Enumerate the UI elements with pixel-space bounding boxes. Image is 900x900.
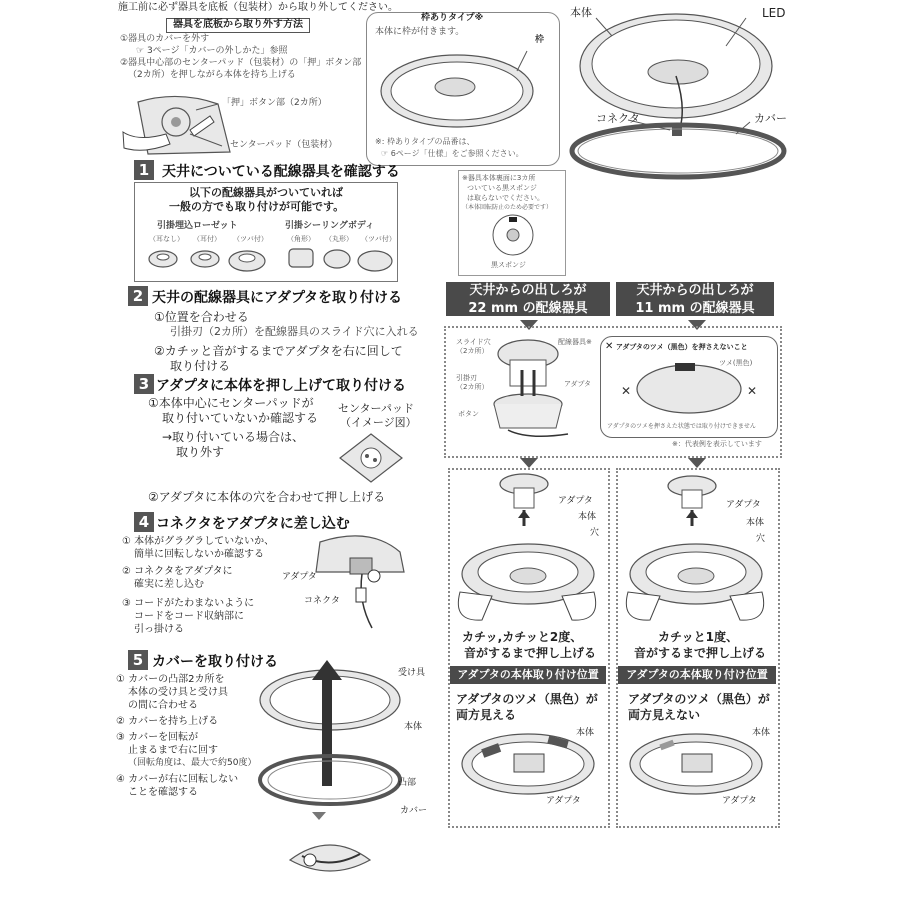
frame-note2	[381, 149, 524, 159]
warning-callout	[600, 336, 778, 438]
frame-note2-text: 6ページ「仕様」をご参照ください。	[390, 149, 524, 158]
step1-title: 天井についている配線器具を確認する	[162, 164, 400, 180]
sponge-note-l4: （本体回転防止のため必要です）	[462, 204, 553, 211]
down-arrow-icon	[312, 812, 326, 820]
remove-box-title: 器具を底板から取り外す方法	[166, 18, 310, 33]
part-cover-label: カバー	[754, 112, 787, 125]
step5-receiver-label: 受け具	[398, 668, 426, 678]
step5-convex-label: 凸部	[398, 778, 417, 788]
type-label: （耳付）	[193, 235, 221, 243]
callout-push: 「押」ボタン部（2カ所）	[222, 98, 327, 108]
step3-s2: ②アダプタに本体の穴を合わせて押し上げる	[148, 490, 386, 504]
header-22mm-l2: 22 mm の配線器具	[468, 301, 588, 316]
wiring-device-label: 配線器具※	[558, 338, 592, 346]
col11-adapter2-label: アダプタ	[722, 796, 757, 806]
remove-step2b: （2カ所）を押しながら本体を持ち上げる	[128, 70, 296, 80]
col22-adapter-label: アダプタ	[558, 496, 593, 506]
type-label: （ツバ付）	[233, 235, 268, 243]
step1-group1: 引掛埋込ローゼット	[157, 221, 238, 231]
header-11mm	[616, 282, 774, 316]
warning-title	[605, 341, 748, 354]
frame-type-desc: 本体に枠が付きます。	[375, 27, 465, 37]
step4-i3c: 引っ掛ける	[134, 624, 184, 635]
step5-title: カバーを取り付ける	[152, 654, 278, 670]
col22-push2: 音がするまで押し上げる	[464, 646, 597, 660]
col11-claw2: 両方見えない	[628, 708, 701, 722]
step5-i3b: 止まるまで右に回す	[128, 745, 218, 756]
step4-i2b: 確実に差し込む	[134, 579, 204, 590]
type-label: （耳なし）	[149, 235, 184, 243]
step5-i4b: ことを確認する	[128, 787, 198, 798]
sponge-illustration	[483, 213, 543, 259]
step4-i2a: ② コネクタをアダプタに	[122, 566, 233, 577]
frame-label: 枠	[535, 35, 545, 45]
down-triangle-icon	[688, 458, 706, 468]
parts-illustration	[566, 6, 806, 186]
claw-label: ツメ(黒色)	[719, 359, 753, 367]
slide-hole-label: スライド穴	[456, 338, 491, 346]
hook-blade-label: 引掛刃	[456, 374, 477, 382]
down-triangle-icon	[520, 458, 538, 468]
step1-box	[134, 182, 398, 282]
col22-body-label: 本体	[578, 512, 597, 522]
step5-i2: ② カバーを持ち上げる	[116, 716, 219, 727]
step2-title: 天井の配線器具にアダプタを取り付ける	[152, 290, 403, 306]
header-22mm-l1: 天井からの出しろが	[469, 283, 587, 298]
step5-i4a: ④ カバーが右に回転しない	[116, 774, 239, 785]
step2-s2b: 取り付ける	[170, 359, 231, 373]
col11-push2: 音がするまで押し上げる	[634, 646, 767, 660]
type-label: （ツバ付）	[361, 235, 396, 243]
step4-i3b: コードをコード収納部に	[134, 611, 244, 622]
cover-illustration	[250, 660, 423, 900]
step3-number: 3	[134, 374, 154, 394]
step5-body-label: 本体	[404, 722, 423, 732]
step5-i3c: （回転角度は、最大で約50度）	[128, 758, 257, 768]
frame-note1: ※: 枠ありタイプの品番は、	[375, 137, 475, 146]
sponge-note-l3: は取らないでください。	[467, 194, 544, 202]
frame-light-illustration	[367, 41, 559, 141]
step3-s1c: →取り付いている場合は、	[162, 430, 305, 444]
type-label: （丸形）	[325, 235, 353, 243]
col22-push1: カチッ,カチッと2度、	[462, 630, 583, 644]
callout-pad: センターパッド（包装材）	[230, 140, 338, 150]
sponge-label: 黒スポンジ	[491, 261, 526, 269]
sponge-note-l1: ※器具本体裏面に3カ所	[462, 174, 536, 182]
header-22mm	[446, 282, 610, 316]
remove-step1: ①器具のカバーを外す	[120, 34, 210, 44]
step1-number: 1	[134, 160, 154, 180]
frame-type-title: 枠ありタイプ※	[421, 13, 484, 23]
remove-step1-ref	[136, 46, 288, 57]
claw-illustration	[601, 357, 777, 417]
step5-i1a: ① カバーの凸部2カ所を	[116, 674, 225, 685]
push-up-11mm-illustration	[620, 472, 770, 622]
step3-s1: ①本体中心にセンターパッドが	[148, 396, 314, 410]
center-pad-illustration	[336, 432, 406, 486]
step1-box-l2: 一般の方でも取り付けが可能です。	[169, 200, 345, 213]
x-mark-icon: ✕	[605, 341, 614, 352]
representative-note: ※：代表例を表示しています	[672, 440, 762, 448]
pad-label2: （イメージ図）	[340, 416, 417, 429]
col22-adapter2-label: アダプタ	[546, 796, 581, 806]
step5-number: 5	[128, 650, 148, 670]
col22-claw1: アダプタのツメ（黒色）が	[456, 692, 598, 706]
svg-text:✕: ✕	[747, 384, 758, 398]
step2-s1: ①位置を合わせる	[154, 310, 249, 324]
col22-position-header: アダプタの本体取り付け位置	[450, 666, 606, 684]
step4-i1a: ① 本体がグラグラしていないか、	[122, 536, 275, 547]
col11-push1: カチッと1度、	[658, 630, 738, 644]
svg-text:✕: ✕	[621, 384, 632, 398]
step4-i1b: 簡単に回転しないか確認する	[134, 549, 264, 560]
col11-hole-label: 穴	[756, 534, 766, 544]
hand-point-icon: ☞	[381, 149, 391, 158]
step4-i3a: ③ コードがたわまないように	[122, 598, 255, 609]
sponge-note-box	[458, 170, 566, 276]
warning-title-text: アダプタのツメ（黒色）を押さえないこと	[615, 343, 748, 351]
step1-box-l1: 以下の配線器具がついていれば	[189, 186, 343, 199]
step5-i3a: ③ カバーを回転が	[116, 732, 199, 743]
col11-position-header: アダプタの本体取り付け位置	[618, 666, 776, 684]
col22-body2-label: 本体	[576, 728, 595, 738]
step2-s1b: 引掛刃（2カ所）を配線器具のスライド穴に入れる	[170, 325, 419, 338]
step3-s1b: 取り付いていないか確認する	[162, 411, 319, 425]
remove-step2a: ②器具中心部のセンターパッド（包装材）の「押」ボタン部	[120, 58, 362, 68]
header-11mm-l2: 11 mm の配線器具	[635, 301, 755, 316]
header-11mm-l1: 天井からの出しろが	[636, 283, 754, 298]
step4-number: 4	[134, 512, 154, 532]
col11-body2-label: 本体	[752, 728, 771, 738]
step4-adapter-label: アダプタ	[282, 572, 317, 582]
step3-title: アダプタに本体を押し上げて取り付ける	[156, 378, 407, 394]
step1-group2: 引掛シーリングボディ	[285, 221, 375, 231]
hand-point-icon: ☞	[136, 46, 147, 56]
warning-note: アダプタのツメを押さえた状態では取り付けできません	[607, 423, 756, 430]
step5-cover-label: カバー	[400, 806, 428, 816]
frame-type-box	[366, 12, 560, 166]
top-note: 施工前に必ず器具を底板（包装材）から取り外してください。	[118, 2, 398, 13]
pad-label1: センターパッド	[338, 402, 415, 415]
button-label: ボタン	[458, 410, 479, 418]
push-up-22mm-illustration	[452, 472, 602, 622]
adapter-label: アダプタ	[564, 380, 592, 388]
type-label: （角形）	[287, 235, 315, 243]
step4-connector-label: コネクタ	[304, 596, 340, 606]
part-body-label: 本体	[570, 6, 592, 19]
step2-number: 2	[128, 286, 148, 306]
step5-i1b: 本体の受け具と受け具	[128, 687, 228, 698]
remove-step1-ref-text: 3ページ「カバーの外しかた」参照	[146, 46, 288, 56]
remove-box	[118, 16, 362, 158]
col11-claw-view	[620, 724, 770, 804]
step4-title: コネクタをアダプタに差し込む	[156, 516, 350, 532]
step3-s1d: 取り外す	[176, 445, 225, 459]
col22-claw2: 両方見える	[456, 708, 517, 722]
part-led-label: LED	[762, 6, 786, 20]
wiring-device-icons	[135, 245, 397, 281]
hook-blade-count: （2カ所）	[456, 383, 489, 391]
step2-s2: ②カチッと音がするまでアダプタを右に回して	[154, 344, 403, 358]
step5-i1c: の間に合わせる	[128, 700, 198, 711]
col11-body-label: 本体	[746, 518, 765, 528]
sponge-note-l2: ついている黒スポンジ	[467, 184, 537, 192]
col11-claw1: アダプタのツメ（黒色）が	[628, 692, 770, 706]
col11-adapter-label: アダプタ	[726, 500, 761, 510]
slide-hole-count: （2カ所）	[456, 347, 489, 355]
col22-hole-label: 穴	[590, 528, 600, 538]
part-connector-label: コネクタ	[596, 112, 640, 125]
